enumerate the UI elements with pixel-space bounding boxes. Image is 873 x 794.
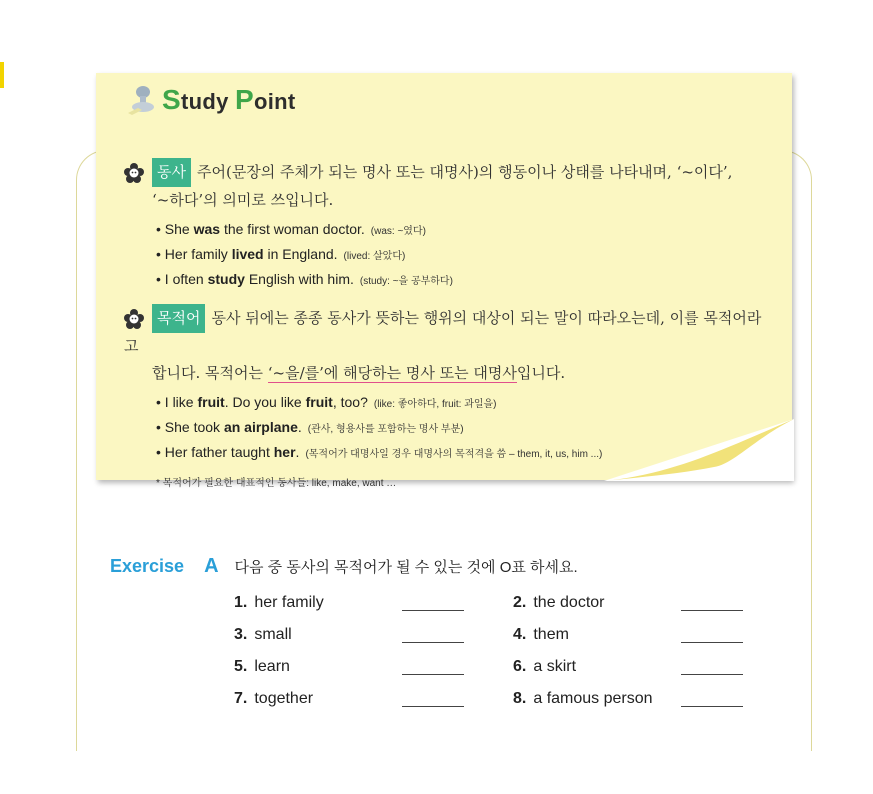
verb-definition-line2: ‘~하다’의 의미로 쓰입니다.	[152, 191, 334, 209]
answer-blank[interactable]	[681, 706, 743, 707]
object-definition: 목적어 동사 뒤에는 종종 동사가 뜻하는 행위의 대상이 되는 말이 따라오는데, 이를 목적어라고	[124, 304, 774, 360]
flower-bullet-icon	[124, 309, 144, 329]
exercise-item: 8. a famous person	[513, 690, 653, 707]
example-line: • She was the first woman doctor. (was: ~였다)	[156, 221, 426, 237]
example-line: • I like fruit. Do you like fruit, too? (like: 좋아하다, fruit: 과일을)	[156, 394, 497, 410]
verb-examples	[124, 218, 774, 293]
pushpin-icon	[124, 83, 158, 117]
example-line: • Her family lived in England. (lived: 살았다)	[156, 246, 406, 262]
flower-bullet-icon	[124, 163, 144, 183]
exercise-item: 6. a skirt	[513, 658, 577, 675]
highlighted-phrase: ‘~을/를’에 해당하는 명사 또는 대명사	[267, 364, 517, 382]
footnote: * 목적어가 필요한 대표적인 동사들: like, make, want …	[156, 478, 397, 489]
object-section	[124, 304, 774, 489]
exercise-item: 3. small	[234, 626, 292, 643]
exercise-item: 5. learn	[234, 658, 290, 675]
verb-section	[124, 158, 774, 293]
verb-tag: 동사	[152, 158, 191, 187]
title-text: Study Point	[162, 84, 296, 115]
answer-blank[interactable]	[681, 610, 743, 611]
exercise-item: 2. the doctor	[513, 594, 605, 611]
answer-blank[interactable]	[402, 642, 464, 643]
answer-blank[interactable]	[402, 674, 464, 675]
exercise-item: 1. her family	[234, 594, 324, 611]
object-tag: 목적어	[152, 304, 205, 333]
answer-blank[interactable]	[402, 706, 464, 707]
answer-blank[interactable]	[681, 642, 743, 643]
verb-definition: 동사 주어(문장의 주체가 되는 명사 또는 대명사)의 행동이나 상태를 나타내며, ‘~이다’,	[124, 158, 774, 187]
study-point-title	[124, 83, 296, 117]
object-examples	[124, 391, 774, 466]
exercise-item: 7. together	[234, 690, 314, 707]
exercise-label: Exercise	[110, 556, 185, 576]
exercise-instruction: 다음 중 동사의 목적어가 될 수 있는 것에 O표 하세요.	[234, 559, 578, 576]
object-definition-line2: 합니다. 목적어는 ‘~을/를’에 해당하는 명사 또는 대명사입니다.	[152, 364, 566, 382]
exercise-header	[110, 555, 810, 578]
answer-blank[interactable]	[681, 674, 743, 675]
exercise-letter: A	[204, 555, 219, 577]
answer-blank[interactable]	[402, 610, 464, 611]
example-line: • I often study English with him. (study: ~을 공부하다)	[156, 271, 453, 287]
exercise-item: 4. them	[513, 626, 569, 643]
example-line: • She took an airplane. (관사, 형용사를 포함하는 명사 부분)	[156, 419, 464, 435]
example-line: • Her father taught her. (목적어가 대명사일 경우 대명사의 목적격을 씀 – them, it, us, him ...)	[156, 444, 603, 460]
page-edge-marker	[0, 62, 4, 88]
